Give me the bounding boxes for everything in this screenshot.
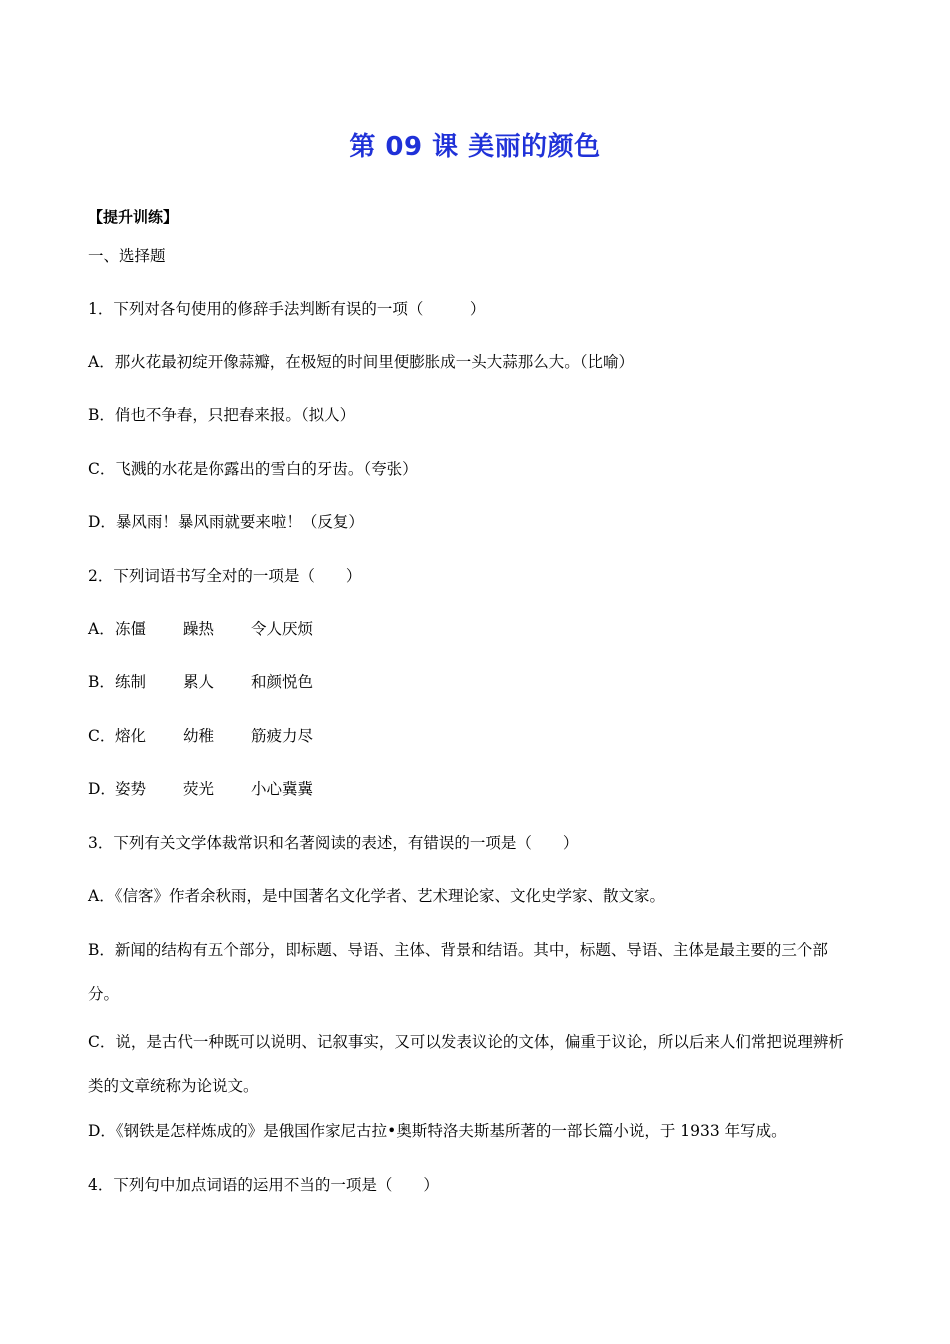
- option-word: 躁热: [183, 620, 215, 638]
- question-2-option-c: [88, 725, 313, 747]
- option-word: 累人: [183, 673, 215, 691]
- question-3-option-d: D．《钢铁是怎样炼成的》是俄国作家尼古拉•奥斯特洛夫斯基所著的一部长篇小说，于 1933 年写成。: [88, 1122, 787, 1140]
- question-4-stem: 4．下列句中加点词语的运用不当的一项是（ ）: [88, 1176, 439, 1194]
- question-3-stem: 3．下列有关文学体裁常识和名著阅读的表述，有错误的一项是（ ）: [88, 834, 579, 852]
- section-label: 【提升训练】: [88, 208, 179, 226]
- option-word: 熔化: [115, 727, 147, 745]
- option-word: 练制: [115, 673, 147, 691]
- option-word: 和颜悦色: [251, 673, 314, 691]
- question-2-option-b: [88, 671, 313, 693]
- option-letter: A．: [88, 620, 115, 638]
- question-1-option-c: C．飞溅的水花是你露出的雪白的牙齿。（夸张）: [88, 460, 418, 478]
- question-1-option-d: D．暴风雨！暴风雨就要来啦！（反复）: [88, 513, 364, 531]
- question-2-stem: 2．下列词语书写全对的一项是（ ）: [88, 567, 362, 585]
- option-word: 令人厌烦: [251, 620, 314, 638]
- option-letter: C．: [88, 727, 116, 745]
- question-3-option-a: A．《信客》作者余秋雨，是中国著名文化学者、艺术理论家、文化史学家、散文家。: [88, 887, 665, 905]
- question-3-option-b: B．新闻的结构有五个部分，即标题、导语、主体、背景和结语。其中，标题、导语、主体是最主要的三个部分。: [88, 941, 828, 1003]
- question-2-option-d: [88, 778, 313, 800]
- question-2-option-a: [88, 618, 313, 640]
- option-word: 筋疲力尽: [251, 727, 314, 745]
- part-heading: 一、选择题: [88, 247, 166, 265]
- question-3-option-c: C．说，是古代一种既可以说明、记叙事实，又可以发表议论的文体，偏重于议论，所以后来人们常把说理辨析类的文章统称为论说文。: [88, 1033, 844, 1095]
- question-1-option-a: A．那火花最初绽开像蒜瓣，在极短的时间里便膨胀成一头大蒜那么大。（比喻）: [88, 353, 634, 371]
- option-letter: B．: [88, 673, 115, 691]
- option-word: 幼稚: [183, 727, 215, 745]
- question-1-option-b: B．俏也不争春，只把春来报。（拟人）: [88, 406, 356, 424]
- question-1-stem: 1．下列对各句使用的修辞手法判断有误的一项（ ）: [88, 300, 486, 318]
- option-letter: D．: [88, 780, 116, 798]
- option-word: 小心冀冀: [251, 780, 314, 798]
- option-word: 荧光: [183, 780, 215, 798]
- option-word: 冻僵: [115, 620, 147, 638]
- page-title: 第 09 课 美丽的颜色: [349, 132, 601, 162]
- option-word: 姿势: [115, 780, 147, 798]
